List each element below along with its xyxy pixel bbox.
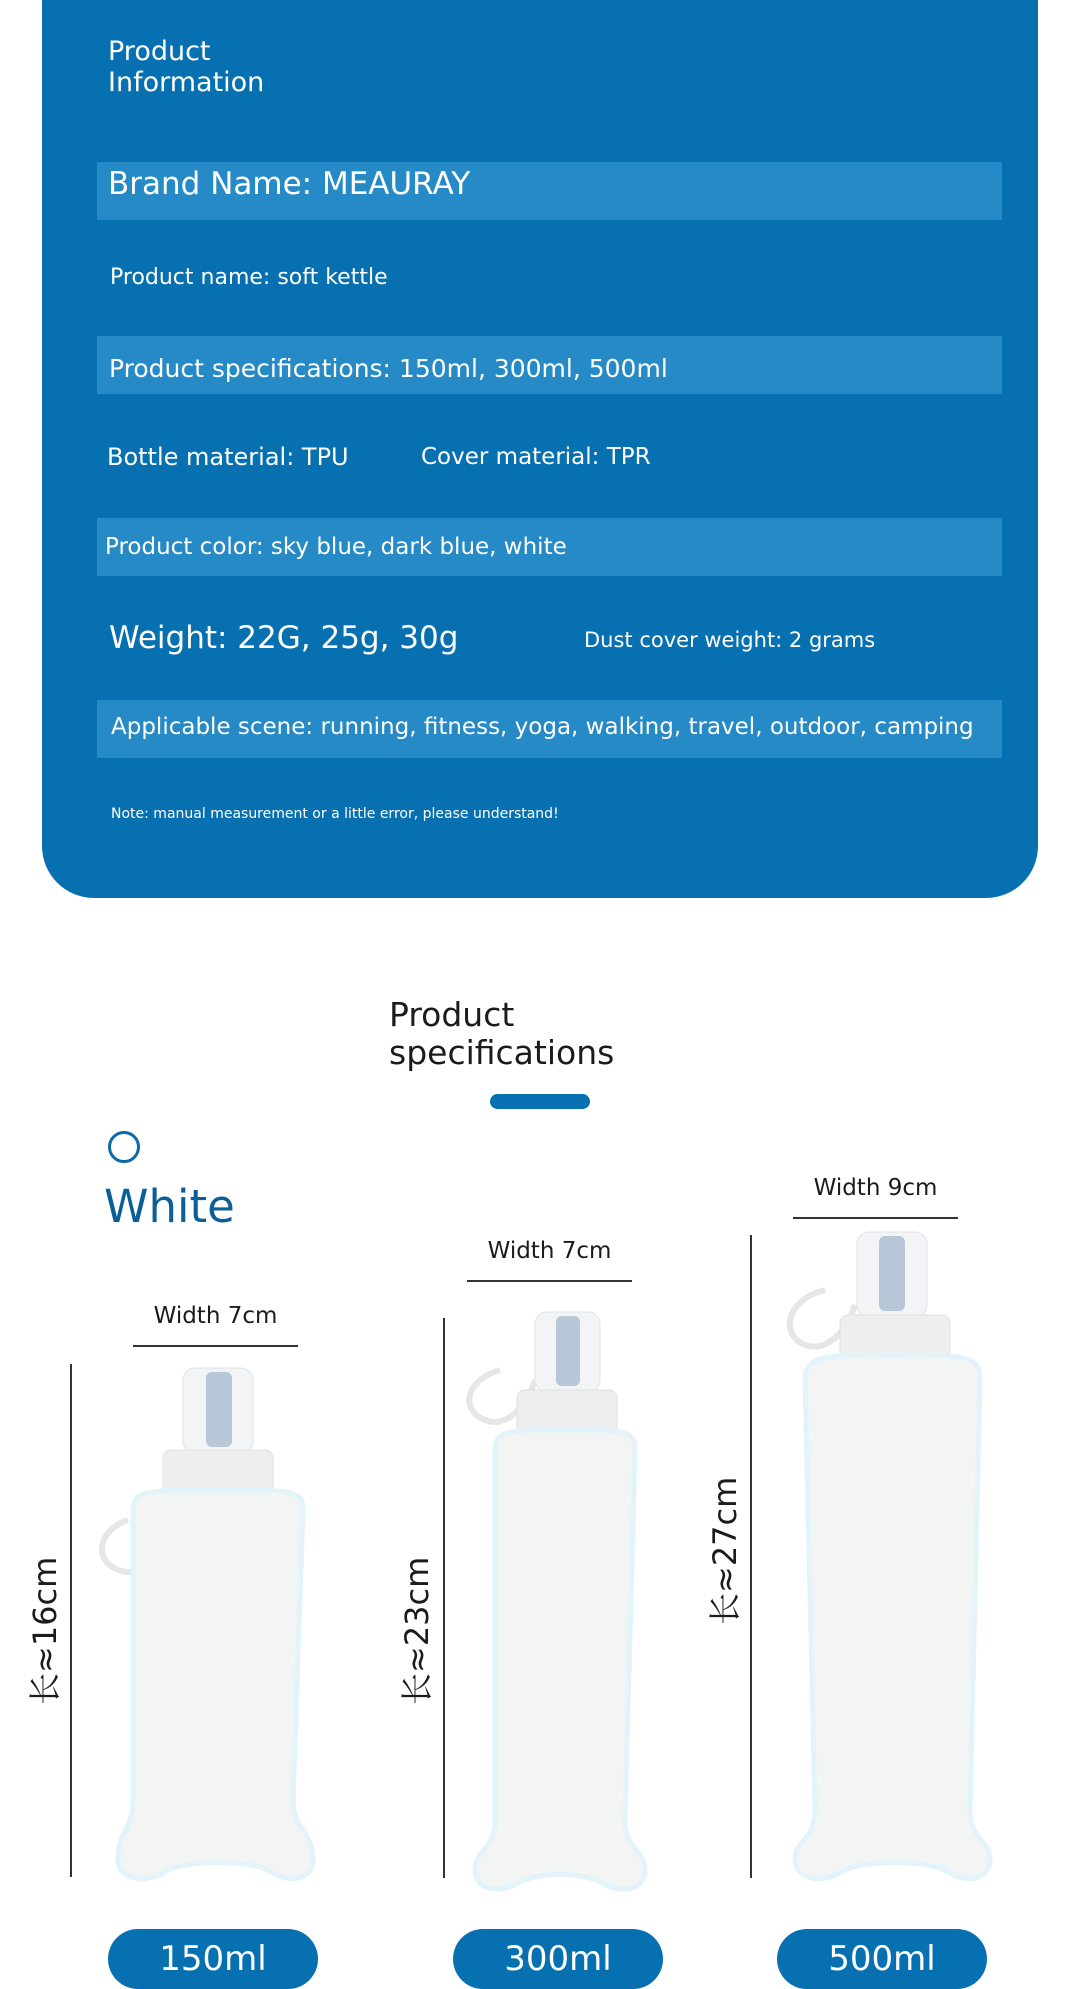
bottle-3-length: 长≈27cm (706, 1476, 744, 1625)
product-name: Product name: soft kettle (110, 265, 388, 290)
bottle-2-length: 长≈23cm (398, 1556, 436, 1705)
measurement-note: Note: manual measurement or a little error, please understand! (111, 806, 559, 822)
bottle-image (765, 1230, 1005, 1890)
brand-name: Brand Name: MEAURAY (108, 166, 471, 202)
dust-cover-weight: Dust cover weight: 2 grams (584, 628, 876, 652)
bottle-2-width-line (467, 1280, 632, 1282)
bottle-1-height-line (70, 1364, 72, 1877)
bottle-image (88, 1360, 328, 1890)
size-pill-500ml: 500ml (777, 1929, 987, 1989)
bottle-3-width-line (793, 1217, 958, 1219)
weight: Weight: 22G, 25g, 30g (109, 620, 459, 656)
color-swatch-icon (108, 1131, 140, 1163)
color-name: White (104, 1180, 235, 1233)
bottle-1-width: Width 7cm (153, 1303, 278, 1329)
bottle-1-length: 长≈16cm (26, 1556, 64, 1705)
cover-material: Cover material: TPR (421, 444, 651, 470)
size-pill-150ml: 150ml (108, 1929, 318, 1989)
bottle-2-width: Width 7cm (487, 1238, 612, 1264)
product-color: Product color: sky blue, dark blue, white (105, 534, 567, 560)
applicable-scene: Applicable scene: running, fitness, yoga, walking, travel, outdoor, camping (111, 714, 974, 740)
bottle-3-height-line (750, 1235, 752, 1878)
bottle-3-width: Width 9cm (813, 1175, 938, 1201)
product-specifications: Product specifications: 150ml, 300ml, 500ml (109, 354, 668, 383)
info-title: Product Information (108, 36, 265, 98)
bottle-1-width-line (133, 1345, 298, 1347)
spec-title-underline (490, 1094, 590, 1109)
spec-title: Product specifications (389, 995, 615, 1072)
bottle-image (455, 1310, 665, 1900)
size-pill-300ml: 300ml (453, 1929, 663, 1989)
bottle-material: Bottle material: TPU (107, 443, 349, 471)
bottle-2-height-line (443, 1318, 445, 1878)
